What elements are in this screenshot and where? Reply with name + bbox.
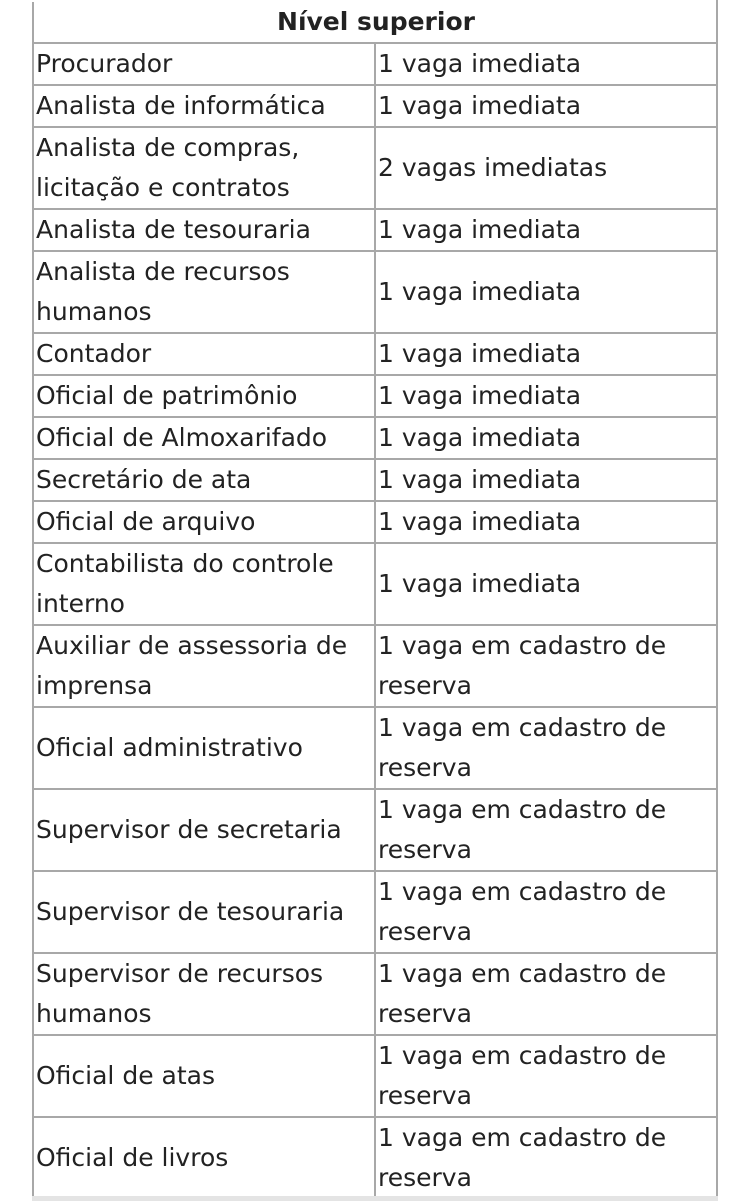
cargo-cell: Supervisor de secretaria (33, 789, 375, 871)
cargo-cell: Analista de tesouraria (33, 209, 375, 251)
table-row (33, 625, 717, 707)
vagas-cell: 1 vaga em cadastro de reserva (375, 871, 717, 953)
cargo-cell: Secretário de ata (33, 459, 375, 501)
vagas-cell: 1 vaga imediata (375, 251, 717, 333)
vagas-cell: 1 vaga em cadastro de reserva (375, 1117, 717, 1199)
table-row (33, 333, 717, 375)
vagas-cell: 1 vaga imediata (375, 43, 717, 85)
cargo-cell: Contabilista do controle interno (33, 543, 375, 625)
table-row (33, 789, 717, 871)
vagas-cell: 1 vaga imediata (375, 417, 717, 459)
cargo-cell: Analista de informática (33, 85, 375, 127)
vagas-table (32, 0, 718, 1200)
cargo-cell: Oficial de patrimônio (33, 375, 375, 417)
cargo-cell: Oficial de atas (33, 1035, 375, 1117)
table-row (33, 127, 717, 209)
table-row (33, 209, 717, 251)
table-row (33, 85, 717, 127)
vagas-cell: 1 vaga em cadastro de reserva (375, 707, 717, 789)
cargo-cell: Supervisor de recursos humanos (33, 953, 375, 1035)
table-bottom-edge (32, 1196, 718, 1201)
table-row (33, 251, 717, 333)
table-row (33, 375, 717, 417)
vagas-cell: 1 vaga em cadastro de reserva (375, 625, 717, 707)
vagas-cell: 1 vaga imediata (375, 543, 717, 625)
vagas-cell: 1 vaga imediata (375, 333, 717, 375)
cargo-cell: Auxiliar de assessoria de imprensa (33, 625, 375, 707)
vagas-cell: 1 vaga em cadastro de reserva (375, 789, 717, 871)
table-row (33, 1035, 717, 1117)
vagas-cell: 1 vaga imediata (375, 375, 717, 417)
table-row (33, 707, 717, 789)
table-row (33, 953, 717, 1035)
cargo-cell: Analista de recursos humanos (33, 251, 375, 333)
cargo-cell: Oficial de arquivo (33, 501, 375, 543)
cargo-cell: Contador (33, 333, 375, 375)
vagas-cell: 1 vaga em cadastro de reserva (375, 953, 717, 1035)
table-row (33, 417, 717, 459)
table-header: Nível superior (33, 1, 717, 43)
vagas-cell: 1 vaga imediata (375, 209, 717, 251)
vagas-cell: 1 vaga imediata (375, 85, 717, 127)
table-row (33, 543, 717, 625)
table-header-row (33, 1, 717, 43)
table-row (33, 1117, 717, 1199)
cargo-cell: Oficial de Almoxarifado (33, 417, 375, 459)
vagas-cell: 1 vaga imediata (375, 459, 717, 501)
vagas-cell: 1 vaga imediata (375, 501, 717, 543)
table-row (33, 43, 717, 85)
cargo-cell: Analista de compras, licitação e contratos (33, 127, 375, 209)
vagas-table-container (32, 0, 718, 1200)
table-row (33, 459, 717, 501)
cargo-cell: Oficial administrativo (33, 707, 375, 789)
vagas-cell: 1 vaga em cadastro de reserva (375, 1035, 717, 1117)
cargo-cell: Procurador (33, 43, 375, 85)
cargo-cell: Oficial de livros (33, 1117, 375, 1199)
cargo-cell: Supervisor de tesouraria (33, 871, 375, 953)
table-row (33, 501, 717, 543)
table-row (33, 871, 717, 953)
vagas-cell: 2 vagas imediatas (375, 127, 717, 209)
